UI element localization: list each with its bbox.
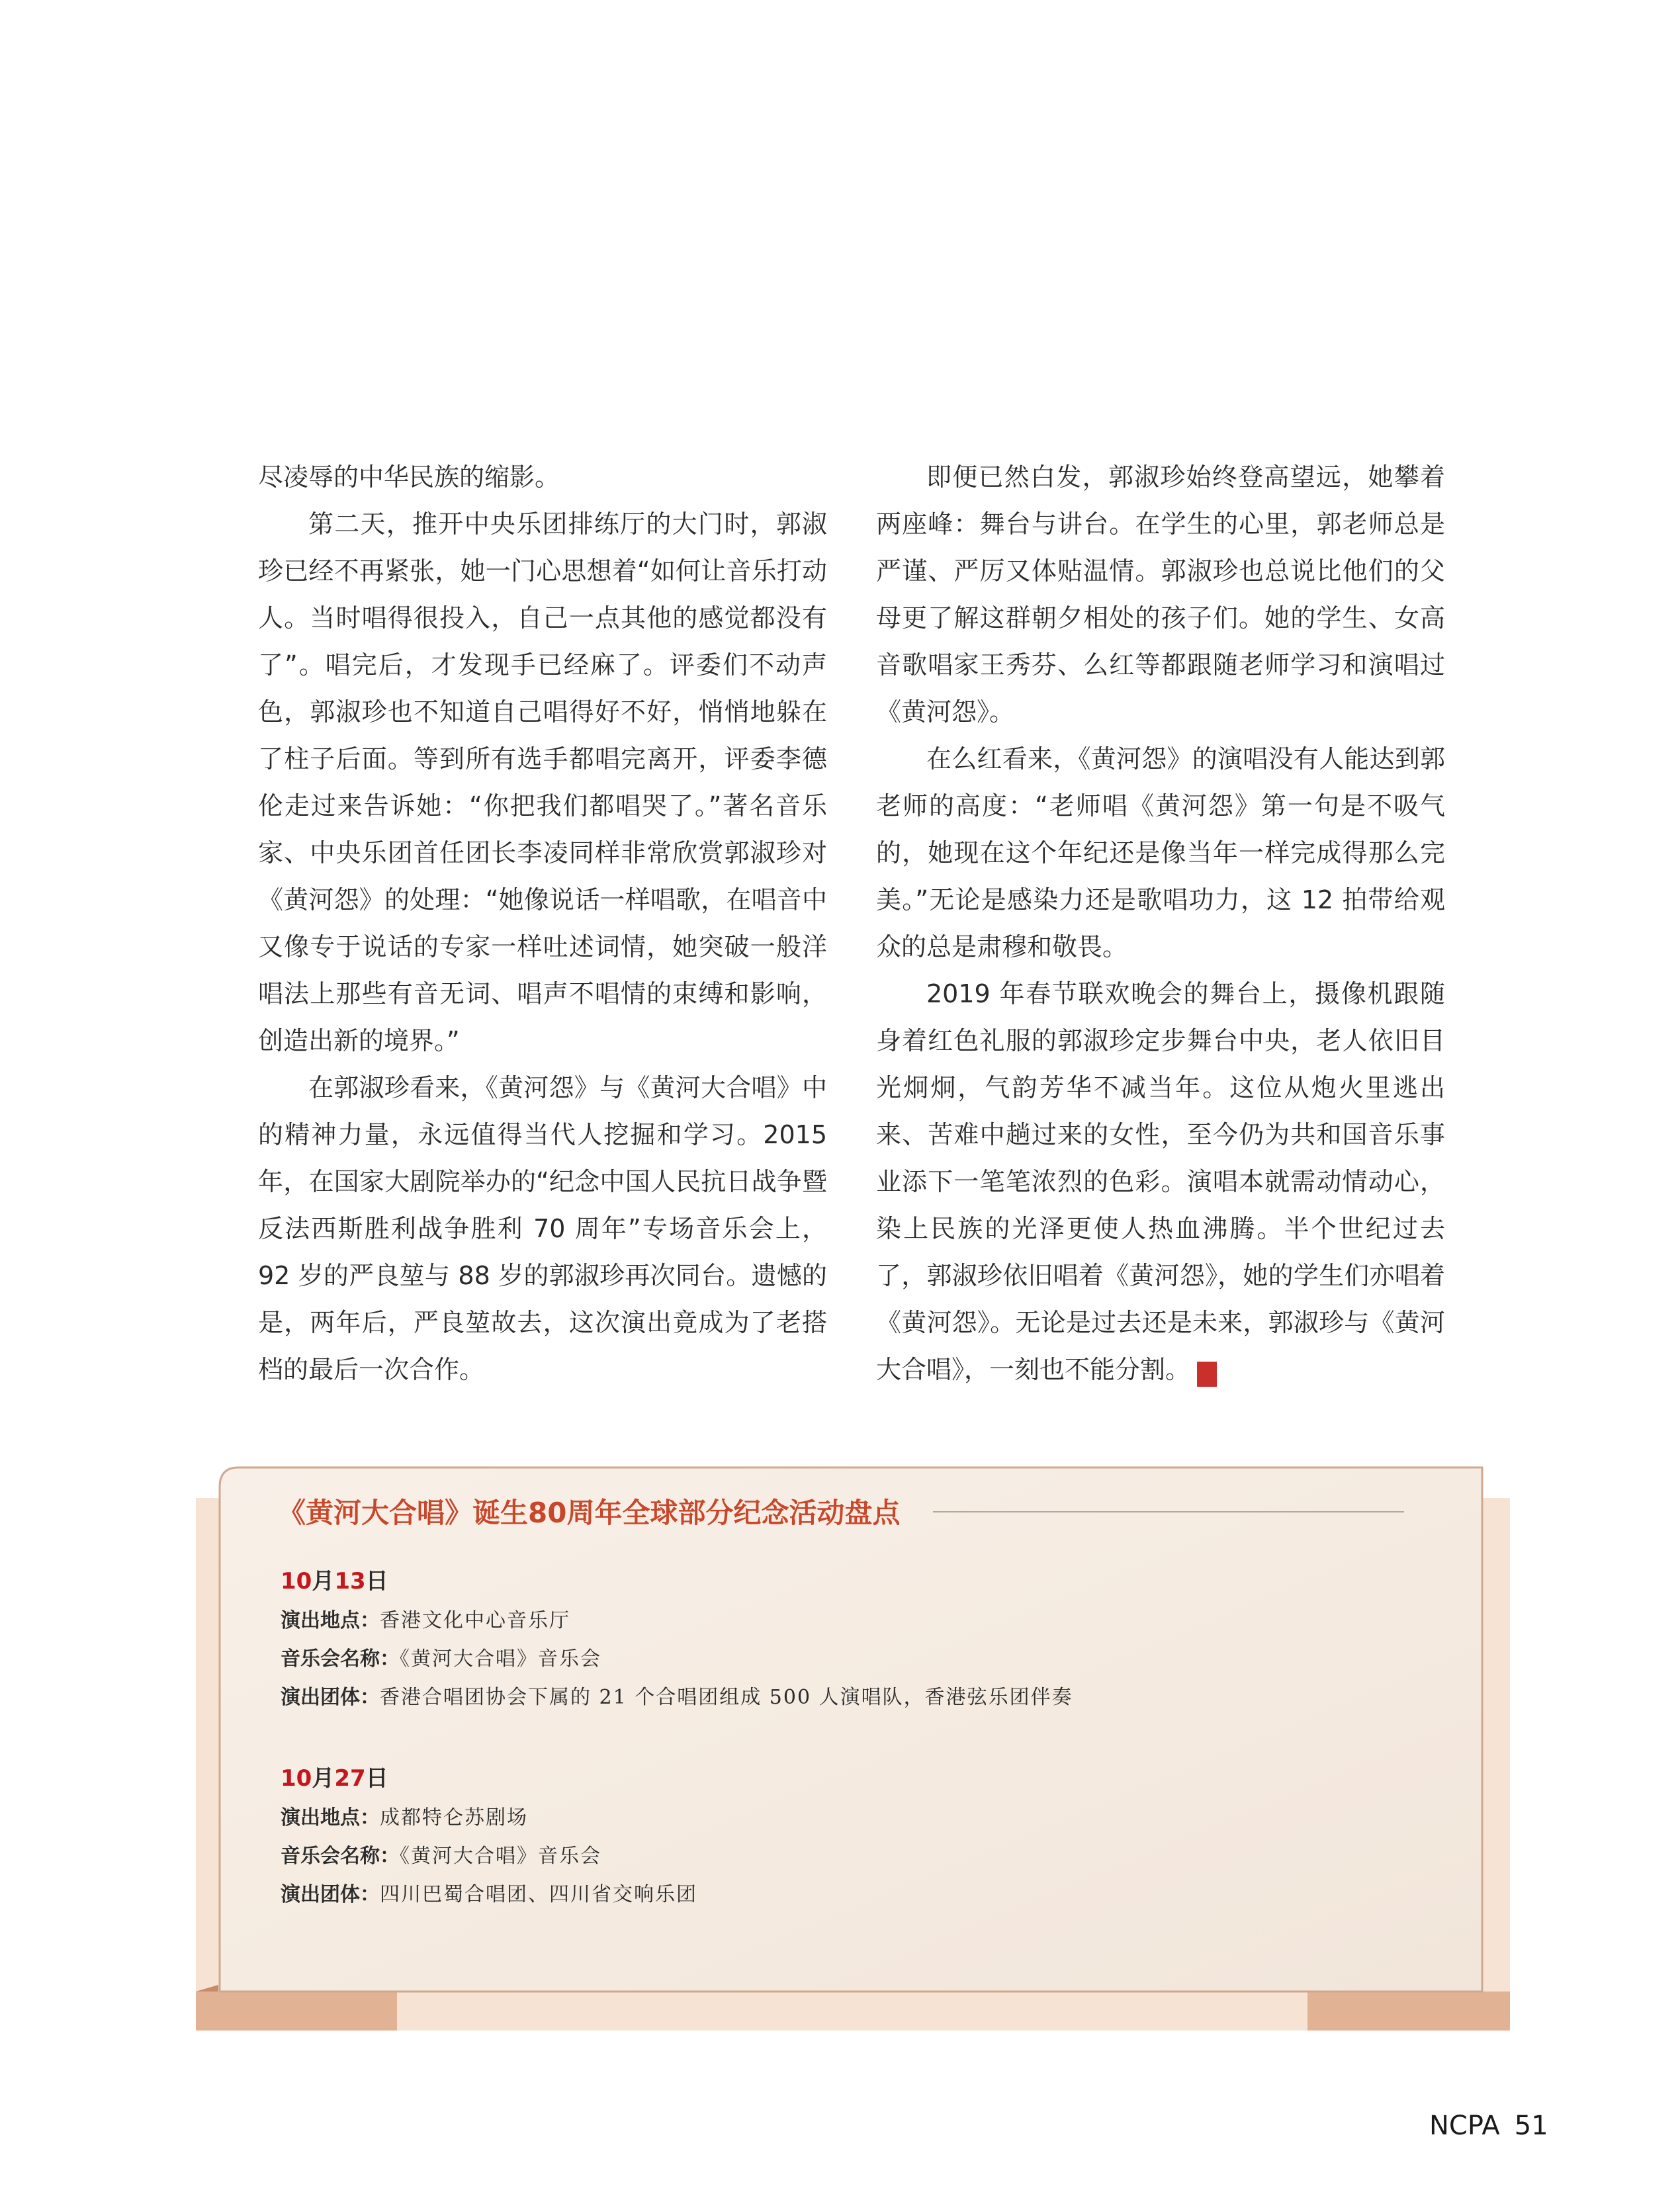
event-concert: 音乐会名称：《黄河大合唱》音乐会 <box>281 1845 601 1868</box>
paragraph: 尽凌辱的中华民族的缩影。 <box>258 462 560 492</box>
paragraph: 第二天，推开中央乐团排练厅的大门时，郭淑珍已经不再紧张，她一门心思想着“如何让音乐打动人。当时唱得很投入，自己一点其他的感觉都没有了”。唱完后，才发现手已经麻了。评委们不动声色，郭淑珍也不知道自己唱得好不好，悄悄地躲在了柱子后面。等到所有选手都唱完离开，评委李德伦走过来告诉她：“你把我们都唱哭了。”著名音乐家、中央乐团首任团长李凌同样非常欣赏郭淑珍对《黄河怨》的处理：“她像说话一样唱歌，在唱音中又像专于说话的专家一样吐述词情，她突破一般洋唱法上那些有音无词、唱声不唱情的束缚和影响，创造出新的境界。” <box>258 509 827 1055</box>
ncpa-end-mark-icon: NC PA <box>1197 1362 1217 1387</box>
paragraph: 即便已然白发，郭淑珍始终登高望远，她攀着两座峰：舞台与讲台。在学生的心里，郭老师总是严谨、严厉又体贴温情。郭淑珍也总说比他们的父母更了解这群朝夕相处的孩子们。她的学生、女高音歌唱家王秀芬、么红等都跟随老师学习和演唱过《黄河怨》。 <box>876 462 1445 726</box>
event-venue: 演出地点：成都特仑苏剧场 <box>281 1806 528 1829</box>
brand-name: NCPA <box>1429 2111 1500 2141</box>
paragraph: 在么红看来，《黄河怨》的演唱没有人能达到郭老师的高度：“老师唱《黄河怨》第一句是不吸气的，她现在这个年纪还是像当年一样完成得那么完美。”无论是感染力还是歌唱功力，这 12 拍带给观众的总是肃穆和敬畏。 <box>876 744 1445 961</box>
event-venue: 演出地点：香港文化中心音乐厅 <box>281 1609 570 1632</box>
event-date: 10月13日 <box>281 1568 388 1595</box>
box-title: 《黄河大合唱》诞生80周年全球部分纪念活动盘点 <box>278 1497 901 1529</box>
paragraph: 在郭淑珍看来，《黄河怨》与《黄河大合唱》中的精神力量，永远值得当代人挖掘和学习。2015 年，在国家大剧院举办的“纪念中国人民抗日战争暨反法西斯胜利战争胜利 70 周年”专场音乐会上，92 岁的严良堃与 88 岁的郭淑珍再次同台。遗憾的是，两年后，严良堃故去，这次演出竟成为了老搭档的最后一次合作。 <box>258 1073 827 1384</box>
event-group: 演出团体：香港合唱团协会下属的 21 个合唱团组成 500 人演唱队，香港弦乐团伴奏 <box>281 1686 1073 1709</box>
event-group: 演出团体：四川巴蜀合唱团、四川省交响乐团 <box>281 1883 697 1906</box>
event-date: 10月27日 <box>281 1765 388 1792</box>
page-footer <box>1429 2111 1548 2141</box>
event-concert: 音乐会名称：《黄河大合唱》音乐会 <box>281 1647 601 1671</box>
title-rule <box>933 1511 1404 1512</box>
page-number: 51 <box>1514 2111 1548 2141</box>
paragraph-text: 2019 年春节联欢晚会的舞台上，摄像机跟随身着红色礼服的郭淑珍定步舞台中央，老人依旧目光炯炯，气韵芳华不减当年。这位从炮火里逃出来、苦难中趟过来的女性，至今仍为共和国音乐事业添下一笔笔浓烈的色彩。演唱本就需动情动心，染上民族的光泽更使人热血沸腾。半个世纪过去了，郭淑珍依旧唱着《黄河怨》，她的学生们亦唱着《黄河怨》。无论是过去还是未来，郭淑珍与《黄河大合唱》，一刻也不能分割。 <box>876 979 1445 1384</box>
